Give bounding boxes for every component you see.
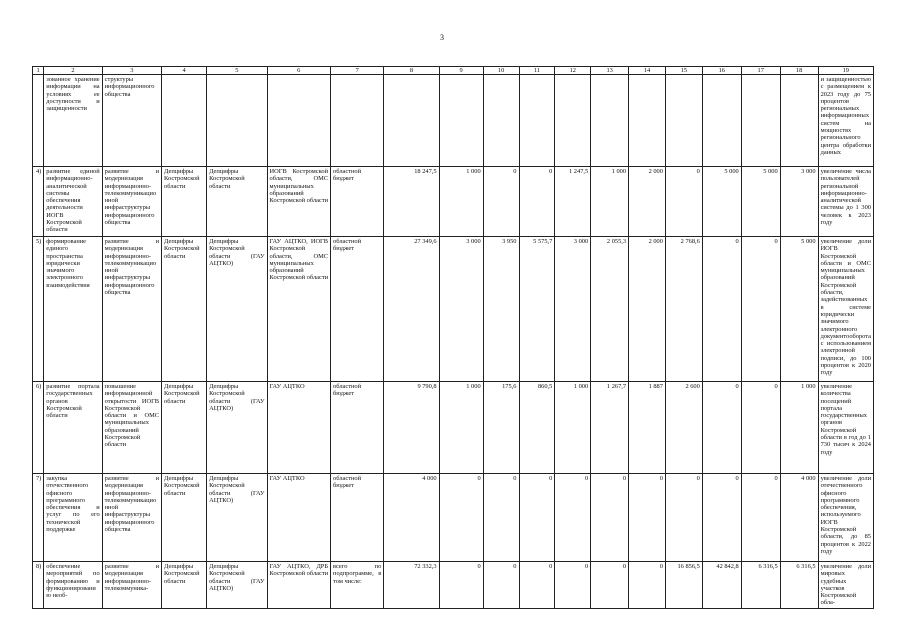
funding-source-cell: областной бюджет [331, 474, 384, 562]
year-amount-cell: 3 000 [780, 167, 818, 237]
year-amount-cell: 0 [591, 474, 629, 562]
year-amount-cell: 0 [519, 167, 555, 237]
measure-name-cell: развитие единой информационно-аналитической системы обеспечения деятельности ИОГВ Костромской области [44, 167, 102, 237]
year-amount-cell: 3 000 [439, 237, 483, 382]
coordinator-cell: Депцифры Костромской области [162, 167, 207, 237]
column-number: 16 [702, 67, 741, 75]
year-amount-cell: 0 [629, 562, 666, 609]
year-amount-cell: 6 316,5 [741, 562, 780, 609]
total-amount-cell: 72 332,3 [384, 562, 439, 609]
column-number: 3 [102, 67, 161, 75]
expected-result-cell: увеличение доли отечественного офисного программного обеспечения, используемого ИОГВ Костромской области, до 85 процентов к 2022 году [818, 474, 873, 562]
goal-cell: повышение информационной открытости ИОГВ Костромской области и ОМС муниципальных образований Костромской области [102, 382, 161, 474]
participant-cell: ГАУ АЦТКО, ИОГВ Костромской области, ОМС муниципальных образований Костромской области [267, 237, 331, 382]
year-amount-cell: 1 000 [780, 382, 818, 474]
year-amount-cell: 1 000 [591, 167, 629, 237]
funding-source-cell: областной бюджет [331, 237, 384, 382]
column-number: 11 [519, 67, 555, 75]
coordinator-cell: Депцифры Костромской области [162, 562, 207, 609]
year-amount-cell: 5 000 [780, 237, 818, 382]
executor-cell: Депцифры Костромской области (ГАУ АЦТКО) [207, 474, 267, 562]
column-number: 2 [44, 67, 102, 75]
year-amount-cell: 2 600 [665, 382, 702, 474]
table-row [33, 167, 874, 237]
executor-cell [207, 75, 267, 167]
table-row [33, 562, 874, 609]
measure-name-cell: зованное хранение информации на условиях ее доступности и защищенности [44, 75, 102, 167]
column-number: 6 [267, 67, 331, 75]
year-amount-cell: 0 [555, 474, 591, 562]
column-number: 19 [818, 67, 873, 75]
year-amount-cell: 3 000 [555, 237, 591, 382]
year-amount-cell [665, 75, 702, 167]
year-amount-cell: 0 [702, 382, 741, 474]
column-number: 15 [665, 67, 702, 75]
page-number: 3 [440, 33, 444, 42]
column-number: 7 [331, 67, 384, 75]
year-amount-cell: 3 950 [483, 237, 519, 382]
year-amount-cell: 1 000 [439, 167, 483, 237]
coordinator-cell: Депцифры Костромской области [162, 237, 207, 382]
year-amount-cell: 0 [483, 562, 519, 609]
year-amount-cell: 4 000 [780, 474, 818, 562]
goal-cell: структуры информационного общества [102, 75, 161, 167]
year-amount-cell: 0 [741, 237, 780, 382]
column-number: 13 [591, 67, 629, 75]
year-amount-cell [483, 75, 519, 167]
row-number-cell: 4) [33, 167, 44, 237]
year-amount-cell: 1 247,5 [555, 167, 591, 237]
year-amount-cell: 6 316,5 [780, 562, 818, 609]
year-amount-cell: 0 [519, 562, 555, 609]
goal-cell: развитие и модернизация информационно-телекоммуникационной инфраструктуры информационного общества [102, 167, 161, 237]
expected-result-cell: увеличение доли мировых судебных участков Костромской обла- [818, 562, 873, 609]
row-number-cell: 7) [33, 474, 44, 562]
column-number: 9 [439, 67, 483, 75]
executor-cell: Депцифры Костромской области (ГАУ АЦТКО) [207, 382, 267, 474]
coordinator-cell: Депцифры Костромской области [162, 474, 207, 562]
coordinator-cell [162, 75, 207, 167]
year-amount-cell: 0 [555, 562, 591, 609]
measure-name-cell: формирование единого пространства юридически значимого электронного взаимодействия [44, 237, 102, 382]
total-amount-cell: 4 000 [384, 474, 439, 562]
year-amount-cell: 1 000 [439, 382, 483, 474]
year-amount-cell [439, 75, 483, 167]
goal-cell: развитие и модернизация информационно-телекоммуника- [102, 562, 161, 609]
expected-result-cell: увеличение числа пользователей региональной информационно-аналитической системы до 1 300 человек к 2023 году [818, 167, 873, 237]
table-row [33, 237, 874, 382]
year-amount-cell: 16 856,5 [665, 562, 702, 609]
total-amount-cell [384, 75, 439, 167]
expected-result-cell: увеличение количества посещений портала государственных органов Костромской области в год до 1 730 тысяч к 2024 году [818, 382, 873, 474]
column-number: 5 [207, 67, 267, 75]
table-row [33, 382, 874, 474]
year-amount-cell: 0 [519, 474, 555, 562]
total-amount-cell: 9 790,8 [384, 382, 439, 474]
column-number: 1 [33, 67, 44, 75]
executor-cell: Депцифры Костромской области (ГАУ АЦТКО) [207, 237, 267, 382]
year-amount-cell: 1 887 [629, 382, 666, 474]
year-amount-cell: 5 575,7 [519, 237, 555, 382]
participant-cell [267, 75, 331, 167]
coordinator-cell: Депцифры Костромской области [162, 382, 207, 474]
participant-cell: ИОГВ Костромской области, ОМС муниципальных образований Костромской области [267, 167, 331, 237]
column-number: 10 [483, 67, 519, 75]
column-number: 12 [555, 67, 591, 75]
funding-source-cell: всего по подпрограмме, в том числе: [331, 562, 384, 609]
year-amount-cell: 0 [665, 474, 702, 562]
year-amount-cell: 2 055,3 [591, 237, 629, 382]
year-amount-cell: 42 842,8 [702, 562, 741, 609]
row-number-cell: 8) [33, 562, 44, 609]
expected-result-cell: увеличение доли ИОГВ Костромской области и ОМС муниципальных образований Костромской области, задействованных в системе юридически значимого электронного документооборота с использованием электронной подписи, до 100 процентов к 2020 году [818, 237, 873, 382]
year-amount-cell: 1 267,7 [591, 382, 629, 474]
measure-name-cell: обеспечение мероприятий по формированию и функционированию необ- [44, 562, 102, 609]
year-amount-cell: 0 [702, 237, 741, 382]
year-amount-cell [741, 75, 780, 167]
column-number: 8 [384, 67, 439, 75]
year-amount-cell: 2 000 [629, 167, 666, 237]
year-amount-cell: 0 [702, 474, 741, 562]
program-table [32, 66, 874, 609]
column-number: 17 [741, 67, 780, 75]
table-row [33, 75, 874, 167]
year-amount-cell [780, 75, 818, 167]
total-amount-cell: 27 349,6 [384, 237, 439, 382]
measure-name-cell: развитие портала государственных органов Костромской области [44, 382, 102, 474]
participant-cell: ГАУ АЦТКО [267, 382, 331, 474]
year-amount-cell: 860,5 [519, 382, 555, 474]
year-amount-cell: 2 000 [629, 237, 666, 382]
year-amount-cell: 175,6 [483, 382, 519, 474]
column-number: 14 [629, 67, 666, 75]
year-amount-cell: 2 768,6 [665, 237, 702, 382]
expected-result-cell: и защищенностью с размещением к 2023 году до 75 процентов региональных информационных систем на мощностях регионального центра обработки данных [818, 75, 873, 167]
executor-cell: Депцифры Костромской области (ГАУ АЦТКО) [207, 562, 267, 609]
year-amount-cell: 0 [741, 474, 780, 562]
column-number: 18 [780, 67, 818, 75]
executor-cell: Депцифры Костромской области [207, 167, 267, 237]
year-amount-cell: 0 [741, 382, 780, 474]
year-amount-cell: 0 [483, 167, 519, 237]
goal-cell: развитие и модернизация информационно-телекоммуникационной инфраструктуры информационного общества [102, 237, 161, 382]
goal-cell: развитие и модернизация информационно-телекоммуникационной инфраструктуры информационного общества [102, 474, 161, 562]
column-number-row [33, 67, 874, 75]
year-amount-cell: 0 [629, 474, 666, 562]
year-amount-cell [591, 75, 629, 167]
funding-source-cell: областной бюджет [331, 167, 384, 237]
measure-name-cell: закупка отечественного офисного программного обеспечения и услуг по его технической поддержке [44, 474, 102, 562]
year-amount-cell: 0 [439, 562, 483, 609]
participant-cell: ГАУ АЦТКО, ДРБ Костромской области [267, 562, 331, 609]
year-amount-cell: 0 [665, 167, 702, 237]
year-amount-cell: 0 [591, 562, 629, 609]
row-number-cell [33, 75, 44, 167]
funding-source-cell [331, 75, 384, 167]
year-amount-cell [702, 75, 741, 167]
row-number-cell: 6) [33, 382, 44, 474]
year-amount-cell [555, 75, 591, 167]
column-number: 4 [162, 67, 207, 75]
year-amount-cell: 0 [439, 474, 483, 562]
year-amount-cell: 0 [483, 474, 519, 562]
year-amount-cell [519, 75, 555, 167]
year-amount-cell: 1 000 [555, 382, 591, 474]
row-number-cell: 5) [33, 237, 44, 382]
total-amount-cell: 18 247,5 [384, 167, 439, 237]
participant-cell: ГАУ АЦТКО [267, 474, 331, 562]
year-amount-cell [629, 75, 666, 167]
funding-source-cell: областной бюджет [331, 382, 384, 474]
year-amount-cell: 5 000 [741, 167, 780, 237]
table-row [33, 474, 874, 562]
year-amount-cell: 5 000 [702, 167, 741, 237]
